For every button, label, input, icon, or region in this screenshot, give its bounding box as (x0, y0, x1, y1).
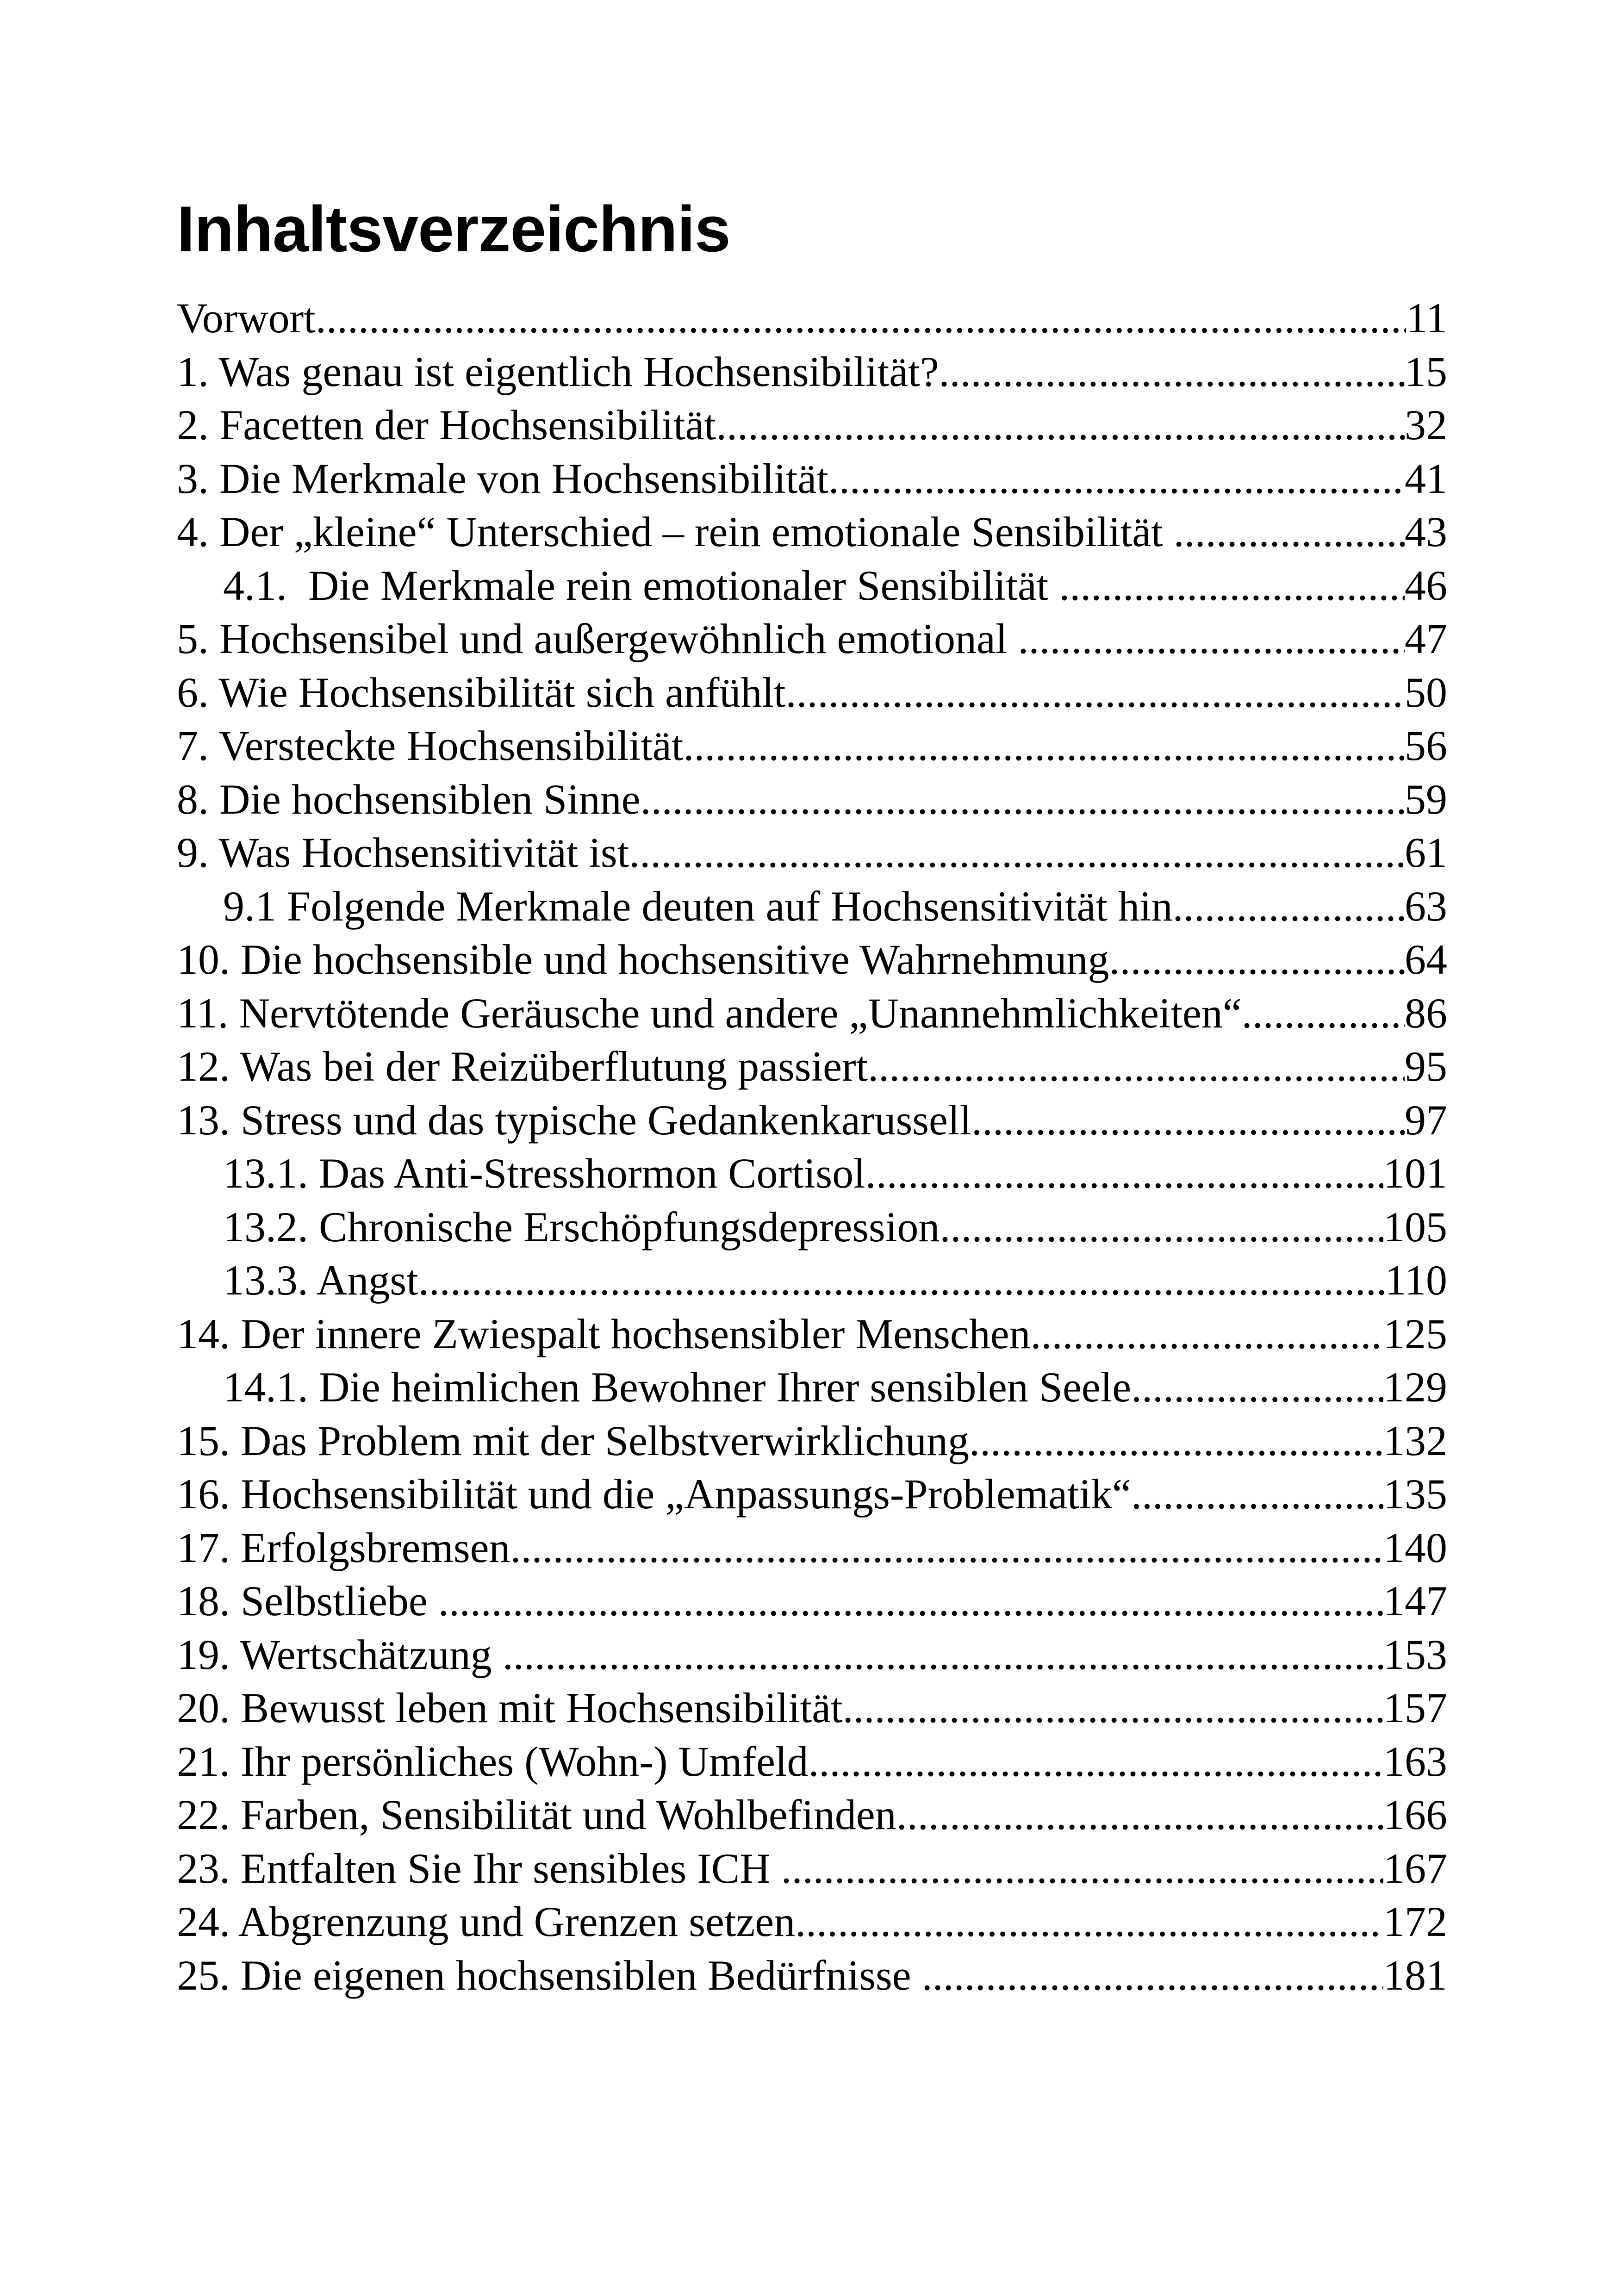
toc-entry-page-number: 64 (1405, 936, 1447, 983)
dot-leader (1131, 1468, 1383, 1521)
toc-entry-page-number: 47 (1405, 615, 1447, 662)
dot-leader (971, 1094, 1405, 1147)
toc-entry-page-number: 11 (1406, 294, 1447, 342)
toc-entry (177, 987, 1447, 1040)
toc-entry (177, 1468, 1447, 1521)
toc-entry-label: 8. Die hochsensiblen Sinne (177, 775, 641, 823)
dot-leader (1031, 1307, 1383, 1361)
toc-entry-page-number: 50 (1405, 668, 1447, 716)
toc-entry-label: 13.2. Chronische Erschöpfungsdepression (223, 1203, 940, 1251)
toc-entry-label: 20. Bewusst leben mit Hochsensibilität (177, 1684, 843, 1731)
toc-entry-page-number: 132 (1383, 1417, 1447, 1464)
dot-leader (868, 1040, 1405, 1094)
toc-entry-label: 25. Die eigenen hochsensiblen Bedürfnisse (177, 1951, 922, 1999)
toc-entry (177, 292, 1447, 345)
toc-entry (177, 933, 1447, 987)
toc-entry-label: 22. Farben, Sensibilität und Wohlbefinden (177, 1791, 896, 1838)
toc-entry-page-number: 125 (1383, 1310, 1447, 1357)
toc-entry-page-number: 167 (1383, 1844, 1447, 1892)
toc-entry (177, 1307, 1447, 1361)
toc-entry-label: 13. Stress und das typische Gedankenkarussell (177, 1096, 972, 1144)
toc-entry-label: 23. Entfalten Sie Ihr sensibles ICH (177, 1844, 781, 1892)
toc-entry (177, 1040, 1447, 1094)
dot-leader (1174, 505, 1405, 559)
toc-entry (177, 612, 1447, 666)
toc-entry (177, 719, 1447, 773)
toc-page (177, 185, 1447, 2002)
toc-entry-label: 15. Das Problem mit der Selbstverwirklichung (177, 1417, 969, 1464)
toc-entry (177, 1895, 1447, 1949)
dot-leader (922, 1949, 1383, 2003)
toc-entry (177, 1628, 1447, 1682)
dot-leader (1131, 1361, 1383, 1414)
toc-entry-page-number: 147 (1383, 1577, 1447, 1624)
dot-leader (795, 1895, 1383, 1949)
toc-entry-label: 6. Wie Hochsensibilität sich anfühlt (177, 668, 786, 716)
toc-entry (177, 1254, 1447, 1307)
dot-leader (1173, 880, 1405, 933)
toc-entry-label: 2. Facetten der Hochsensibilität (177, 401, 716, 448)
toc-entry (177, 398, 1447, 452)
toc-entry-label: 21. Ihr persönliches (Wohn-) Umfeld (177, 1737, 809, 1785)
dot-leader (809, 1735, 1383, 1789)
dot-leader (843, 1681, 1383, 1735)
toc-entry-page-number: 97 (1405, 1096, 1447, 1144)
toc-entry (177, 773, 1447, 827)
toc-entry-label: 11. Nervtötende Geräusche und andere „Unannehmlichkeiten“ (177, 989, 1242, 1037)
toc-entry (177, 1788, 1447, 1842)
dot-leader (940, 1201, 1383, 1254)
toc-entry-page-number: 59 (1405, 775, 1447, 823)
dot-leader (828, 452, 1405, 506)
toc-entry-label: 14.1. Die heimlichen Bewohner Ihrer sensiblen Seele (223, 1363, 1132, 1411)
toc-entry-label: 4. Der „kleine“ Unterschied – rein emotionale Sensibilität (177, 508, 1174, 555)
toc-entry (177, 1949, 1447, 2003)
toc-entry-label: 16. Hochsensibilität und die „Anpassungs-Problematik“ (177, 1470, 1132, 1518)
toc-entry-page-number: 163 (1383, 1737, 1447, 1785)
dot-leader (629, 826, 1405, 880)
toc-entry-page-number: 166 (1383, 1791, 1447, 1838)
dot-leader (969, 1414, 1383, 1468)
toc-entry-page-number: 43 (1405, 508, 1447, 555)
toc-entry-label: 5. Hochsensibel und außergewöhnlich emotional (177, 615, 1018, 662)
toc-entry (177, 345, 1447, 399)
dot-leader (1242, 987, 1405, 1040)
toc-entry (177, 826, 1447, 880)
toc-entry (177, 1842, 1447, 1896)
toc-entry (177, 880, 1447, 933)
dot-leader (865, 1147, 1383, 1201)
toc-entry-label: 3. Die Merkmale von Hochsensibilität (177, 454, 828, 502)
dot-leader (503, 1628, 1383, 1682)
toc-entry (177, 1574, 1447, 1628)
toc-entry (177, 1681, 1447, 1735)
dot-leader (939, 345, 1405, 399)
toc-entry-page-number: 140 (1383, 1524, 1447, 1571)
toc-entry (177, 505, 1447, 559)
dot-leader (781, 1842, 1383, 1896)
toc-entry-page-number: 129 (1383, 1363, 1447, 1411)
toc-entry-page-number: 157 (1383, 1684, 1447, 1731)
toc-entry-page-number: 153 (1383, 1630, 1447, 1678)
dot-leader (1059, 559, 1405, 613)
toc-entry-page-number: 95 (1405, 1043, 1447, 1090)
toc-entry-page-number: 172 (1383, 1898, 1447, 1945)
dot-leader (316, 292, 1406, 345)
toc-entry (177, 1521, 1447, 1575)
toc-entry-label: 19. Wertschätzung (177, 1630, 503, 1678)
toc-entry-label: 10. Die hochsensible und hochsensitive Wahrnehmung (177, 936, 1109, 983)
toc-entry-label: 12. Was bei der Reizüberflutung passiert (177, 1043, 868, 1090)
dot-leader (896, 1788, 1383, 1842)
toc-entry-label: 14. Der innere Zwiespalt hochsensibler Menschen (177, 1310, 1031, 1357)
toc-entry-page-number: 63 (1405, 882, 1447, 930)
toc-list (177, 292, 1447, 2002)
toc-entry-label: 13.1. Das Anti-Stresshormon Cortisol (223, 1150, 865, 1197)
toc-entry (177, 1414, 1447, 1468)
toc-entry-label: 9.1 Folgende Merkmale deuten auf Hochsensitivität hin (223, 882, 1173, 930)
toc-entry-label: 7. Versteckte Hochsensibilität (177, 722, 684, 769)
toc-entry-label: 9. Was Hochsensitivität ist (177, 829, 629, 876)
toc-entry-page-number: 61 (1405, 829, 1447, 876)
page-title: Inhaltsverzeichnis (177, 193, 730, 265)
dot-leader (438, 1574, 1383, 1628)
dot-leader (1109, 933, 1405, 987)
dot-leader (786, 666, 1405, 720)
toc-entry-page-number: 101 (1383, 1150, 1447, 1197)
toc-entry-label: 24. Abgrenzung und Grenzen setzen (177, 1898, 796, 1945)
toc-entry (177, 1147, 1447, 1201)
toc-entry-label: Vorwort (177, 294, 316, 342)
toc-entry (177, 1361, 1447, 1414)
toc-entry (177, 1735, 1447, 1789)
dot-leader (418, 1254, 1385, 1307)
toc-entry-label: 1. Was genau ist eigentlich Hochsensibilität? (177, 348, 939, 395)
dot-leader (1018, 612, 1405, 666)
dot-leader (641, 773, 1405, 827)
toc-entry-page-number: 105 (1383, 1203, 1447, 1251)
toc-entry-page-number: 41 (1405, 454, 1447, 502)
toc-entry-page-number: 110 (1385, 1257, 1447, 1304)
toc-entry-label: 17. Erfolgsbremsen (177, 1524, 510, 1571)
toc-entry (177, 1201, 1447, 1254)
toc-entry-label: 18. Selbstliebe (177, 1577, 438, 1624)
toc-entry-page-number: 86 (1405, 989, 1447, 1037)
toc-entry-page-number: 56 (1405, 722, 1447, 769)
dot-leader (683, 719, 1405, 773)
dot-leader (510, 1521, 1383, 1575)
toc-entry (177, 559, 1447, 613)
toc-entry (177, 666, 1447, 720)
toc-entry-page-number: 181 (1383, 1951, 1447, 1999)
toc-entry-page-number: 46 (1405, 561, 1447, 609)
toc-entry-page-number: 15 (1405, 348, 1447, 395)
toc-entry (177, 452, 1447, 506)
toc-entry-label: 4.1. Die Merkmale rein emotionaler Sensibilität (223, 561, 1059, 609)
toc-entry (177, 1094, 1447, 1147)
toc-entry-page-number: 135 (1383, 1470, 1447, 1518)
dot-leader (716, 398, 1405, 452)
toc-entry-label: 13.3. Angst (223, 1257, 418, 1304)
toc-entry-page-number: 32 (1405, 401, 1447, 448)
